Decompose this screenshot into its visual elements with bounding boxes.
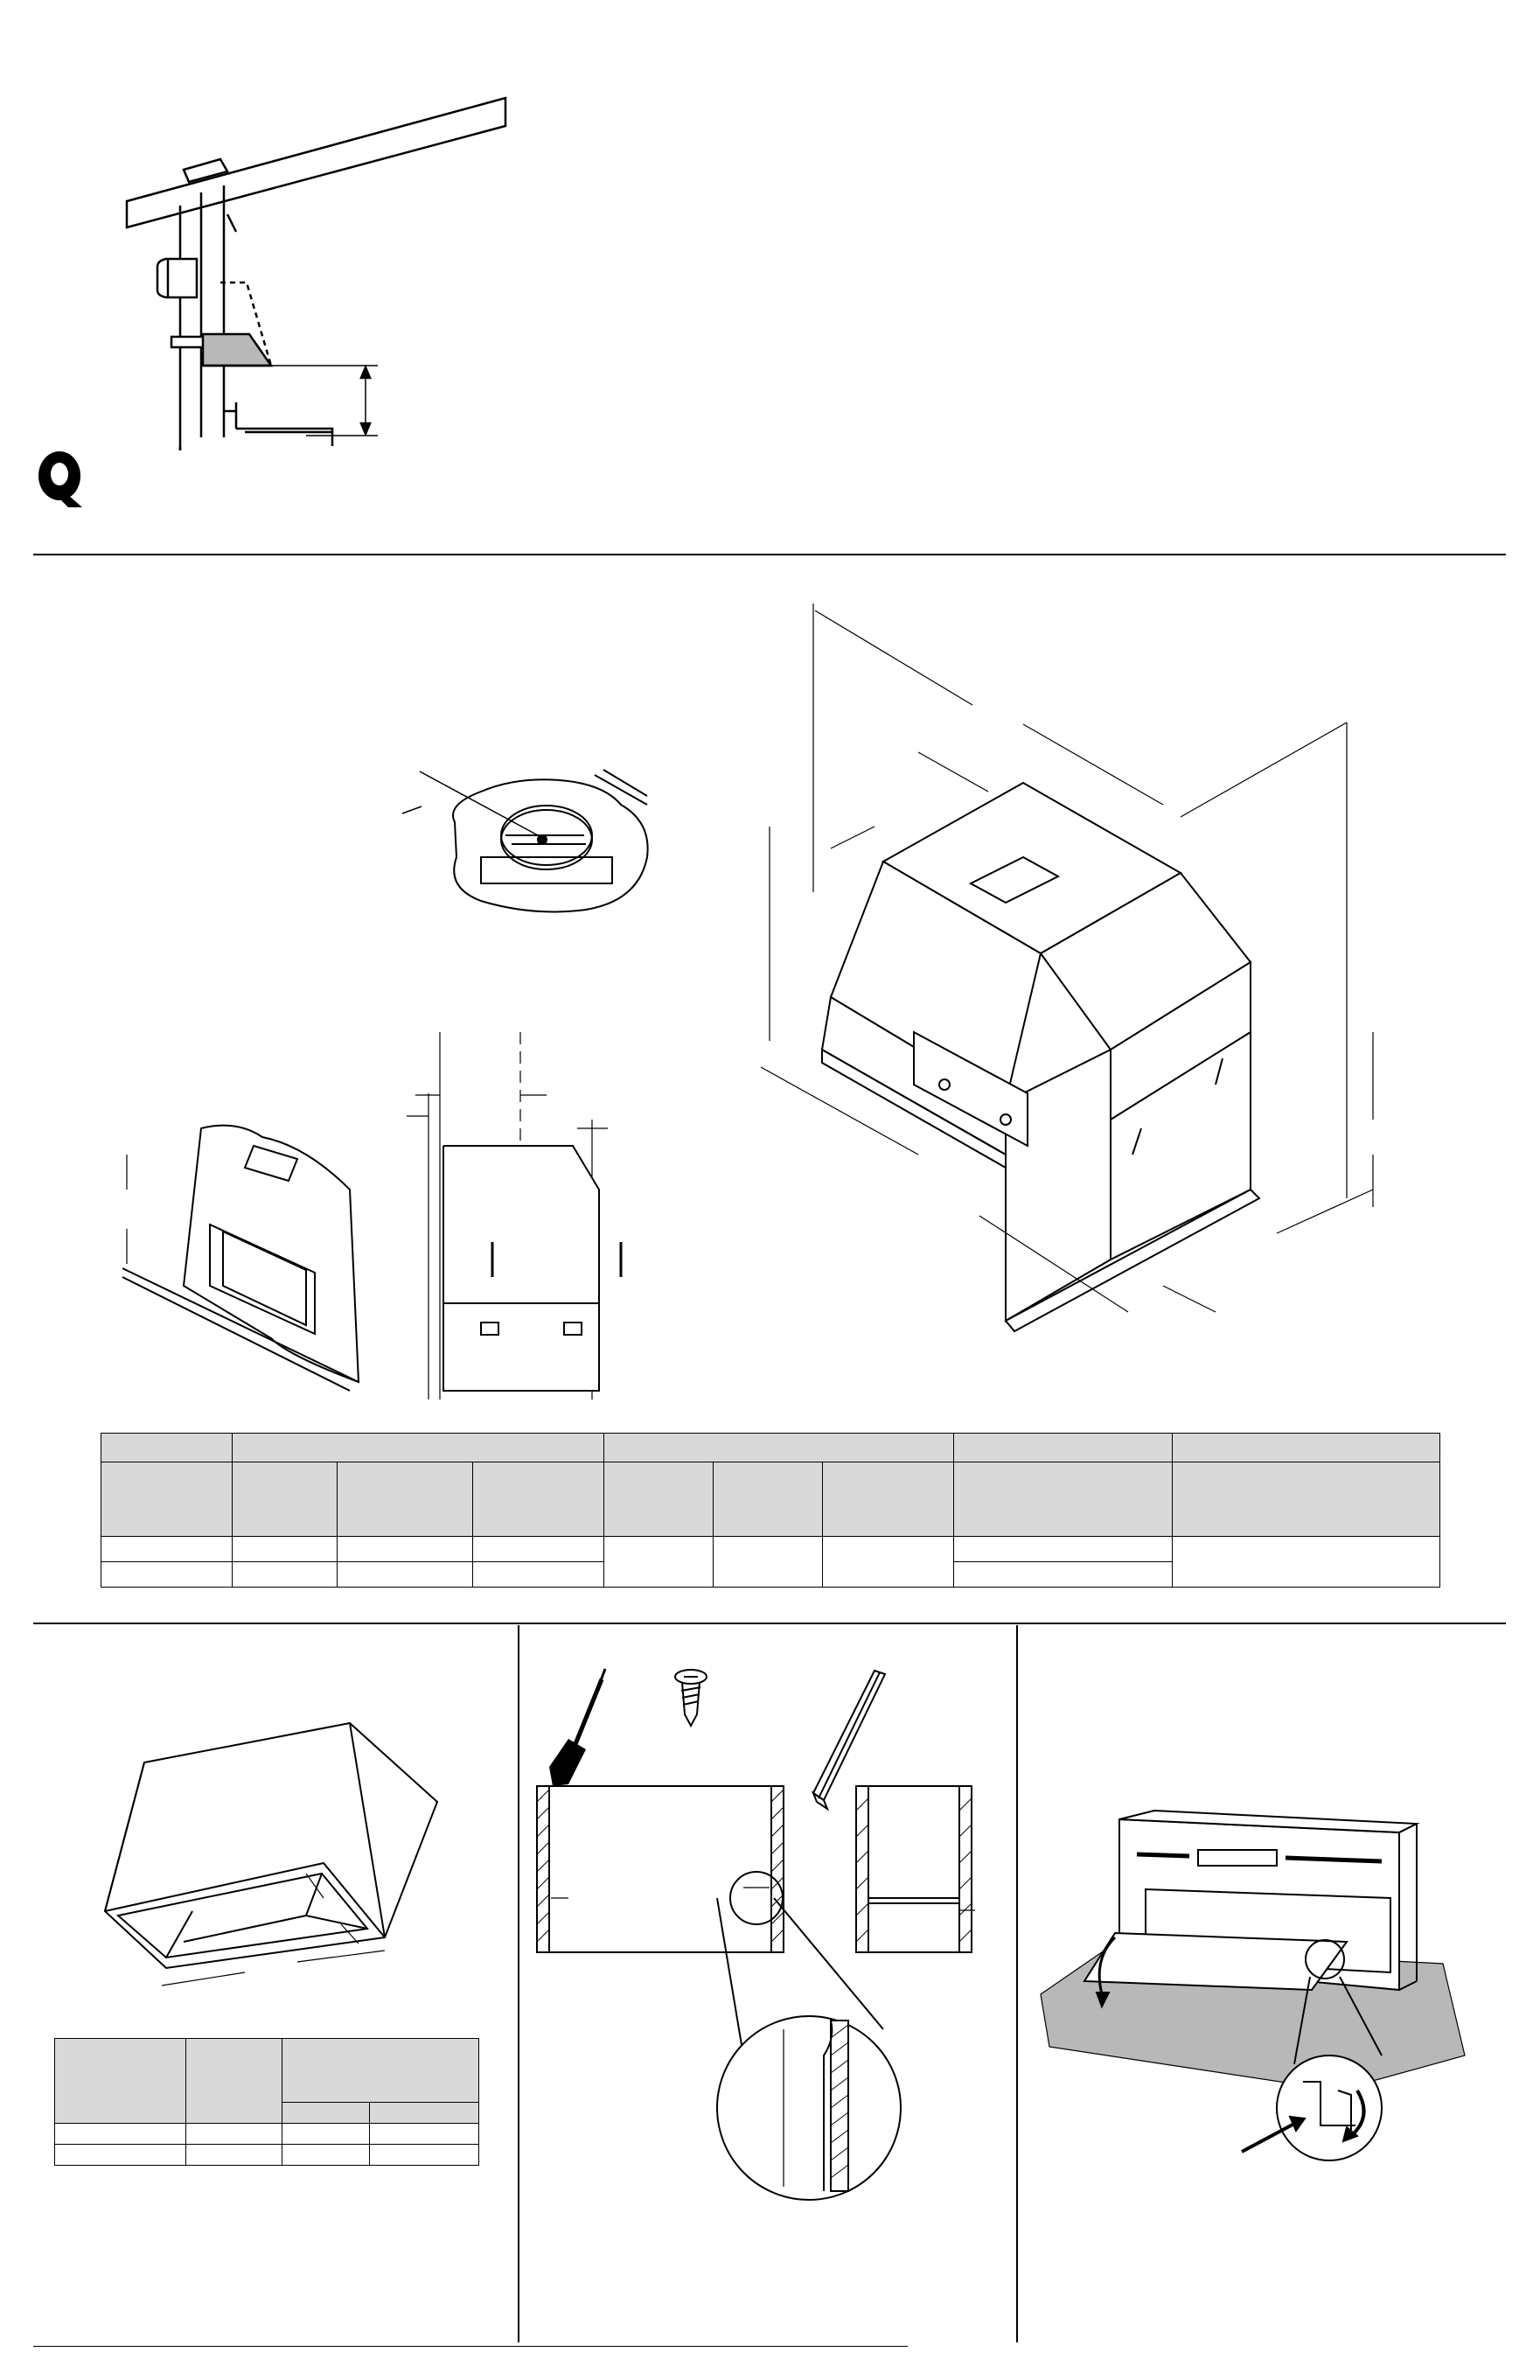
spec-table-cell — [604, 1434, 954, 1462]
cabinet-table-cell — [186, 2145, 282, 2166]
cabinet-table-cell — [370, 2145, 479, 2166]
magnified-wall-detail-diagram — [708, 1898, 909, 2178]
spec-table-cell — [101, 1537, 233, 1562]
spec-table-cell — [473, 1562, 604, 1588]
spec-table-cell — [101, 1462, 233, 1537]
spec-table-cell — [1173, 1462, 1440, 1537]
cabinet-table-cell — [186, 2124, 282, 2145]
range-hood-isometric-diagram — [743, 595, 1460, 1330]
section-divider-top — [33, 554, 1506, 555]
spec-table-cell — [954, 1434, 1173, 1462]
spec-table-cell — [954, 1537, 1173, 1562]
spec-table-cell — [823, 1462, 954, 1537]
spec-table-cell — [954, 1462, 1173, 1537]
spec-table-cell — [101, 1562, 233, 1588]
side-cutout-detail-diagram — [114, 1120, 359, 1382]
spec-table-cell — [233, 1462, 338, 1537]
cabinet-table-cell — [55, 2124, 186, 2145]
cabinet-table-cell — [370, 2124, 479, 2145]
cabinet-table-cell — [282, 2103, 370, 2124]
cabinet-box-diagram — [96, 1714, 481, 2012]
cabinet-table-cell — [282, 2039, 479, 2103]
spec-table-cell — [233, 1562, 338, 1588]
footer-rule-left — [33, 2346, 908, 2347]
spec-table-group-header-row — [101, 1434, 1440, 1462]
duct-collar-detail-diagram — [385, 752, 647, 927]
spec-table-cell — [233, 1434, 604, 1462]
spec-table-cell — [233, 1537, 338, 1562]
spec-table-cell — [954, 1562, 1173, 1588]
screw-icon — [669, 1666, 713, 1727]
column-divider-left — [518, 1625, 519, 2342]
spec-table-cell — [338, 1537, 473, 1562]
cabinet-table-cell — [186, 2039, 282, 2124]
spec-table-cell — [338, 1462, 473, 1537]
cabinet-table-header-row — [55, 2039, 479, 2103]
spec-table-subheader-row — [101, 1462, 1440, 1537]
spec-table-cell — [604, 1537, 714, 1588]
column-divider-right — [1016, 1625, 1018, 2342]
front-elevation-diagram — [398, 1023, 608, 1399]
filter-install-diagram — [1032, 1793, 1487, 2265]
table-row — [55, 2124, 479, 2145]
spec-table-cell — [473, 1537, 604, 1562]
spec-table-cell — [604, 1462, 714, 1537]
spec-table-cell — [338, 1562, 473, 1588]
spec-table-cell — [823, 1537, 954, 1588]
spec-table-cell — [1173, 1434, 1440, 1462]
cabinet-table-cell — [282, 2145, 370, 2166]
cabinet-table-cell — [55, 2145, 186, 2166]
cabinet-table-cell — [370, 2103, 479, 2124]
spec-table-cell — [101, 1434, 233, 1462]
spec-table-cell — [473, 1462, 604, 1537]
spec-table-cell — [714, 1462, 823, 1537]
cabinet-dimension-table — [54, 2038, 479, 2166]
table-row — [55, 2145, 479, 2166]
duct-tape-icon — [33, 446, 86, 507]
cabinet-table-cell — [55, 2039, 186, 2124]
cabinet-table-cell — [282, 2124, 370, 2145]
roof-vent-side-view-diagram — [105, 87, 630, 551]
spec-table — [101, 1433, 1440, 1588]
section-divider-middle — [33, 1623, 1506, 1624]
screwdriver-icon — [533, 1662, 612, 1793]
spec-table-cell — [1173, 1537, 1440, 1588]
spec-table-cell — [714, 1537, 823, 1588]
table-row — [101, 1537, 1440, 1562]
